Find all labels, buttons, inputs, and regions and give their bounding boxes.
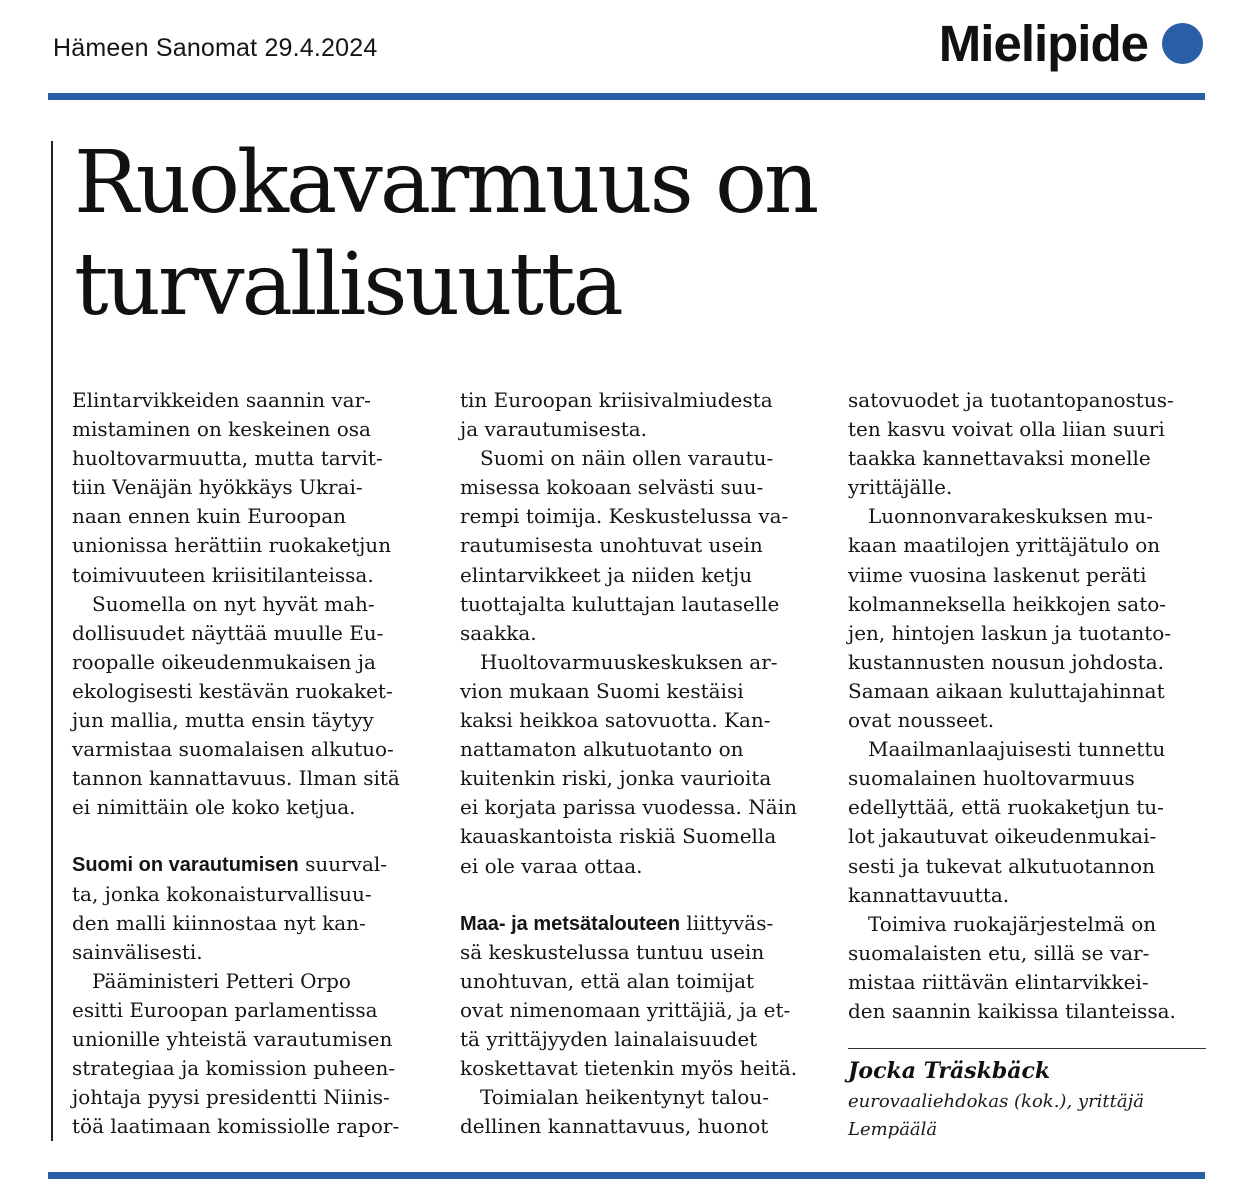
article-line: taakka kannettavaksi monelle <box>848 446 1151 471</box>
article-line: Toimialan heikentynyt talou- <box>460 1085 769 1110</box>
article-line: tin Euroopan kriisivalmiudesta <box>460 388 773 412</box>
headline-line-1: Ruokavarmuus on <box>74 133 817 233</box>
article-line: toimivuuteen kriisitilanteissa. <box>72 562 374 587</box>
article-line: ei korjata parissa vuodessa. Näin <box>460 795 797 820</box>
article-line: tiin Venäjän hyökkäys Ukrai- <box>72 475 363 500</box>
article-line: satovuodet ja tuotantopanostus- <box>848 388 1174 412</box>
article-line: kannattavuutta. <box>848 882 1010 907</box>
article-line: tä yrittäjyyden lainalaisuudet <box>460 1026 758 1051</box>
article-line: ei ole varaa ottaa. <box>460 853 643 878</box>
author-title: eurovaaliehdokas (kok.), yrittäjä <box>848 1091 1144 1112</box>
bottom-rule <box>48 1172 1205 1179</box>
article-line: roopalle oikeudenmukaisen ja <box>72 649 376 674</box>
article-line: Samaan aikaan kuluttajahinnat <box>848 678 1165 703</box>
article-line: den saannin kaikissa tilanteissa. <box>848 998 1176 1023</box>
article-line: töä laatimaan komissiolle rapor- <box>72 1114 400 1139</box>
article-line: kuitenkin riski, jonka vaurioita <box>460 766 772 791</box>
article-line: Suomella on nyt hyvät mah- <box>72 591 375 616</box>
article-line: suomalainen huoltovarmuus <box>848 766 1135 791</box>
article-line: huoltovarmuutta, mutta tarvit- <box>72 446 383 471</box>
article-line: kauaskantoista riskiä Suomella <box>460 824 777 849</box>
article-line: sesti ja tukevat alkutuotannon <box>848 853 1156 878</box>
article-line: edellyttää, että ruokaketjun tu- <box>848 795 1164 820</box>
article-line: den malli kiinnostaa nyt kan- <box>72 910 366 935</box>
article-line: Suomi on näin ollen varautu- <box>460 446 774 471</box>
article-line: suomalaisten etu, sillä se var- <box>848 940 1150 965</box>
article-line: ovat nimenomaan yrittäjiä, ja et- <box>460 997 791 1022</box>
article-line: mistaminen on keskeinen osa <box>72 417 371 442</box>
author-name: Jocka Träskbäck <box>848 1058 1051 1084</box>
article-line: Suomi on varautumisen suurval- <box>72 852 388 877</box>
article-line: dellinen kannattavuus, huonot <box>460 1114 769 1139</box>
article-line: Maa- ja metsätalouteen liittyväs- <box>460 910 774 935</box>
paragraph-gap <box>72 822 438 850</box>
article-line: kaan maatilojen yrittäjätulo on <box>848 533 1161 558</box>
article-line: rempi toimija. Keskustelussa va- <box>460 504 789 529</box>
article-line: unionissa herättiin ruokaketjun <box>72 533 392 558</box>
article-headline <box>74 132 1074 336</box>
article-line: koskettavat tietenkin myös heitä. <box>460 1056 798 1081</box>
article-line: sä keskustelussa tuntuu usein <box>460 939 765 964</box>
article-line: viime vuosina laskenut peräti <box>848 562 1147 587</box>
article-line: johtaja pyysi presidentti Niinis- <box>72 1085 390 1110</box>
lead-in-text: Suomi on varautumisen <box>72 854 299 877</box>
article-column-2 <box>460 386 826 1141</box>
article-line: saakka. <box>460 620 537 645</box>
article-line: yrittäjälle. <box>848 475 953 500</box>
paragraph-gap <box>460 881 826 909</box>
article-line: ten kasvu voivat olla liian suuri <box>848 417 1165 442</box>
article-column-3 <box>848 386 1214 1026</box>
article-line: nattamaton alkutuotanto on <box>460 737 744 762</box>
article-line: naan ennen kuin Euroopan <box>72 504 347 529</box>
section-header <box>939 14 1203 73</box>
article-line: jen, hintojen laskun ja tuotanto- <box>848 620 1172 645</box>
article-line: sainvälisesti. <box>72 939 203 964</box>
article-line: ja varautumisesta. <box>460 417 648 442</box>
article-line: ovat nousseet. <box>848 708 995 733</box>
article-left-bar <box>51 141 53 1141</box>
section-dot-icon <box>1162 23 1203 64</box>
publication-source-date: Hämeen Sanomat 29.4.2024 <box>53 34 378 62</box>
author-place: Lempäälä <box>848 1119 938 1140</box>
article-line: misessa kokoaan selvästi suu- <box>460 475 764 500</box>
article-line: unionille yhteistä varautumisen <box>72 1026 393 1051</box>
article-line: elintarvikkeet ja niiden ketju <box>460 562 753 587</box>
section-label: Mielipide <box>938 15 1148 72</box>
article-column-1 <box>72 386 438 1141</box>
article-line: tannon kannattavuus. Ilman sitä <box>72 766 400 791</box>
article-line: Huoltovarmuuskeskuksen ar- <box>460 649 778 674</box>
article-line: ei nimittäin ole koko ketjua. <box>72 795 356 820</box>
article-line: Maailmanlaajuisesti tunnettu <box>848 737 1166 762</box>
article-line: Elintarvikkeiden saannin var- <box>72 388 371 412</box>
article-line: varmistaa suomalaisen alkutuo- <box>72 737 394 762</box>
article-line: lot jakautuvat oikeudenmukai- <box>848 824 1157 849</box>
article-line: ekologisesti kestävän ruokaket- <box>72 678 393 703</box>
article-line: vion mukaan Suomi kestäisi <box>460 678 744 703</box>
headline-line-2: turvallisuutta <box>74 235 621 335</box>
article-line: jun mallia, mutta ensin täytyy <box>72 708 374 733</box>
article-line: mistaa riittävän elintarvikkei- <box>848 969 1149 994</box>
article-line: kustannusten nousun johdosta. <box>848 649 1164 674</box>
article-line: strategiaa ja komission puheen- <box>72 1056 396 1081</box>
article-line: esitti Euroopan parlamentissa <box>72 997 378 1022</box>
article-line: rautumisesta unohtuvat usein <box>460 533 763 558</box>
top-rule <box>48 93 1205 100</box>
article-line: kolmanneksella heikkojen sato- <box>848 591 1167 616</box>
article-line: kaksi heikkoa satovuotta. Kan- <box>460 708 771 733</box>
article-line: dollisuudet näyttää muulle Eu- <box>72 620 384 645</box>
lead-in-text: Maa- ja metsätalouteen <box>460 912 681 935</box>
article-line: ta, jonka kokonaisturvallisuu- <box>72 881 372 906</box>
signature-rule <box>848 1048 1206 1049</box>
article-line: Luonnonvarakeskuksen mu- <box>848 504 1153 529</box>
article-line: unohtuvan, että alan toimijat <box>460 968 755 993</box>
article-line: Toimiva ruokajärjestelmä on <box>848 911 1157 936</box>
article-line: tuottajalta kuluttajan lautaselle <box>460 591 780 616</box>
article-line: Pääministeri Petteri Orpo <box>72 968 351 993</box>
